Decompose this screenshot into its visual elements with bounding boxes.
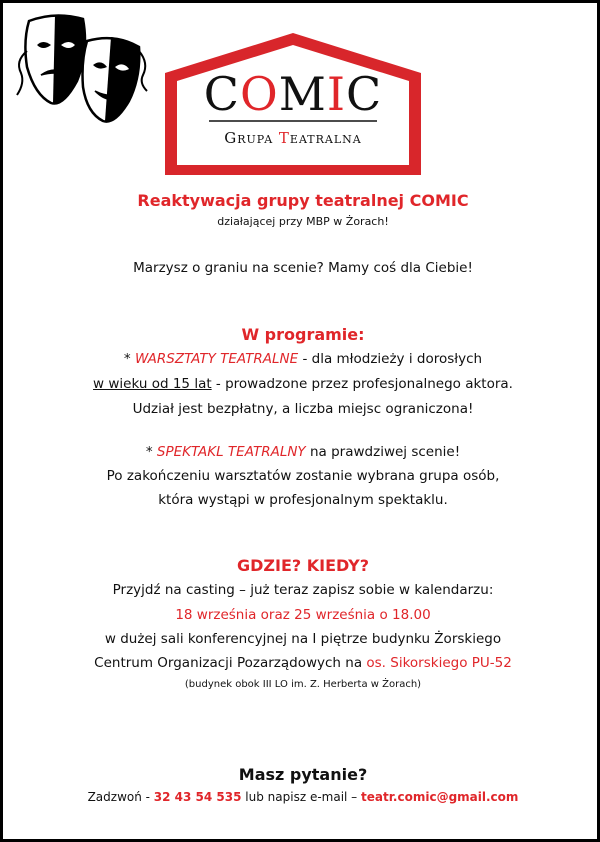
where-line3: w dużej sali konferencyjnej na I piętrze budynku Żorskiego [104,631,502,647]
contact-line: Zadzwoń - 32 43 54 535 lub napisz e-mail – teatr.comic@gmail.com [87,790,519,804]
where-note: (budynek obok III LO im. Z. Herberta w Żorach) [184,679,422,690]
contact-heading: Masz pytanie? [238,765,368,784]
contact-email[interactable]: teatr.comic@gmail.com [361,790,519,804]
program-bullet2-line3: która wystąpi w profesjonalnym spektaklu. [158,492,448,508]
program-heading: W programie: [241,325,365,344]
program-bullet1-line2: w wieku od 15 lat - prowadzone przez profesjonalnego aktora. [93,376,513,392]
intro-subheading: działającej przy MBP w Żorach! [217,215,389,228]
logo-title: COMIC [203,67,383,121]
comic-logo [161,29,425,179]
theatre-masks-icon [11,11,151,129]
program-bullet1-line1: * WARSZTATY TEATRALNE - dla młodzieży i dorosłych [123,351,483,367]
intro-heading: Reaktywacja grupy teatralnej COMIC [137,191,469,210]
program-bullet2-line1: * SPEKTAKL TEATRALNY na prawdziwej scenie! [145,444,461,460]
program-bullet2-line2: Po zakończeniu warsztatów zostanie wybrana grupa osób, [106,468,500,484]
where-line1: Przyjdź na casting – już teraz zapisz sobie w kalendarzu: [112,582,494,598]
where-line4: Centrum Organizacji Pozarządowych na os. Sikorskiego PU-52 [94,655,512,671]
where-heading: GDZIE? KIEDY? [236,556,369,575]
intro-tagline: Marzysz o graniu na scenie? Mamy coś dla Ciebie! [133,260,473,276]
where-dates: 18 września oraz 25 września o 18.00 [175,607,431,623]
contact-phone[interactable]: 32 43 54 535 [153,790,242,804]
logo-subtitle: Grupa Teatralna [224,129,362,147]
program-bullet1-line3: Udział jest bezpłatny, a liczba miejsc ograniczona! [132,401,474,417]
